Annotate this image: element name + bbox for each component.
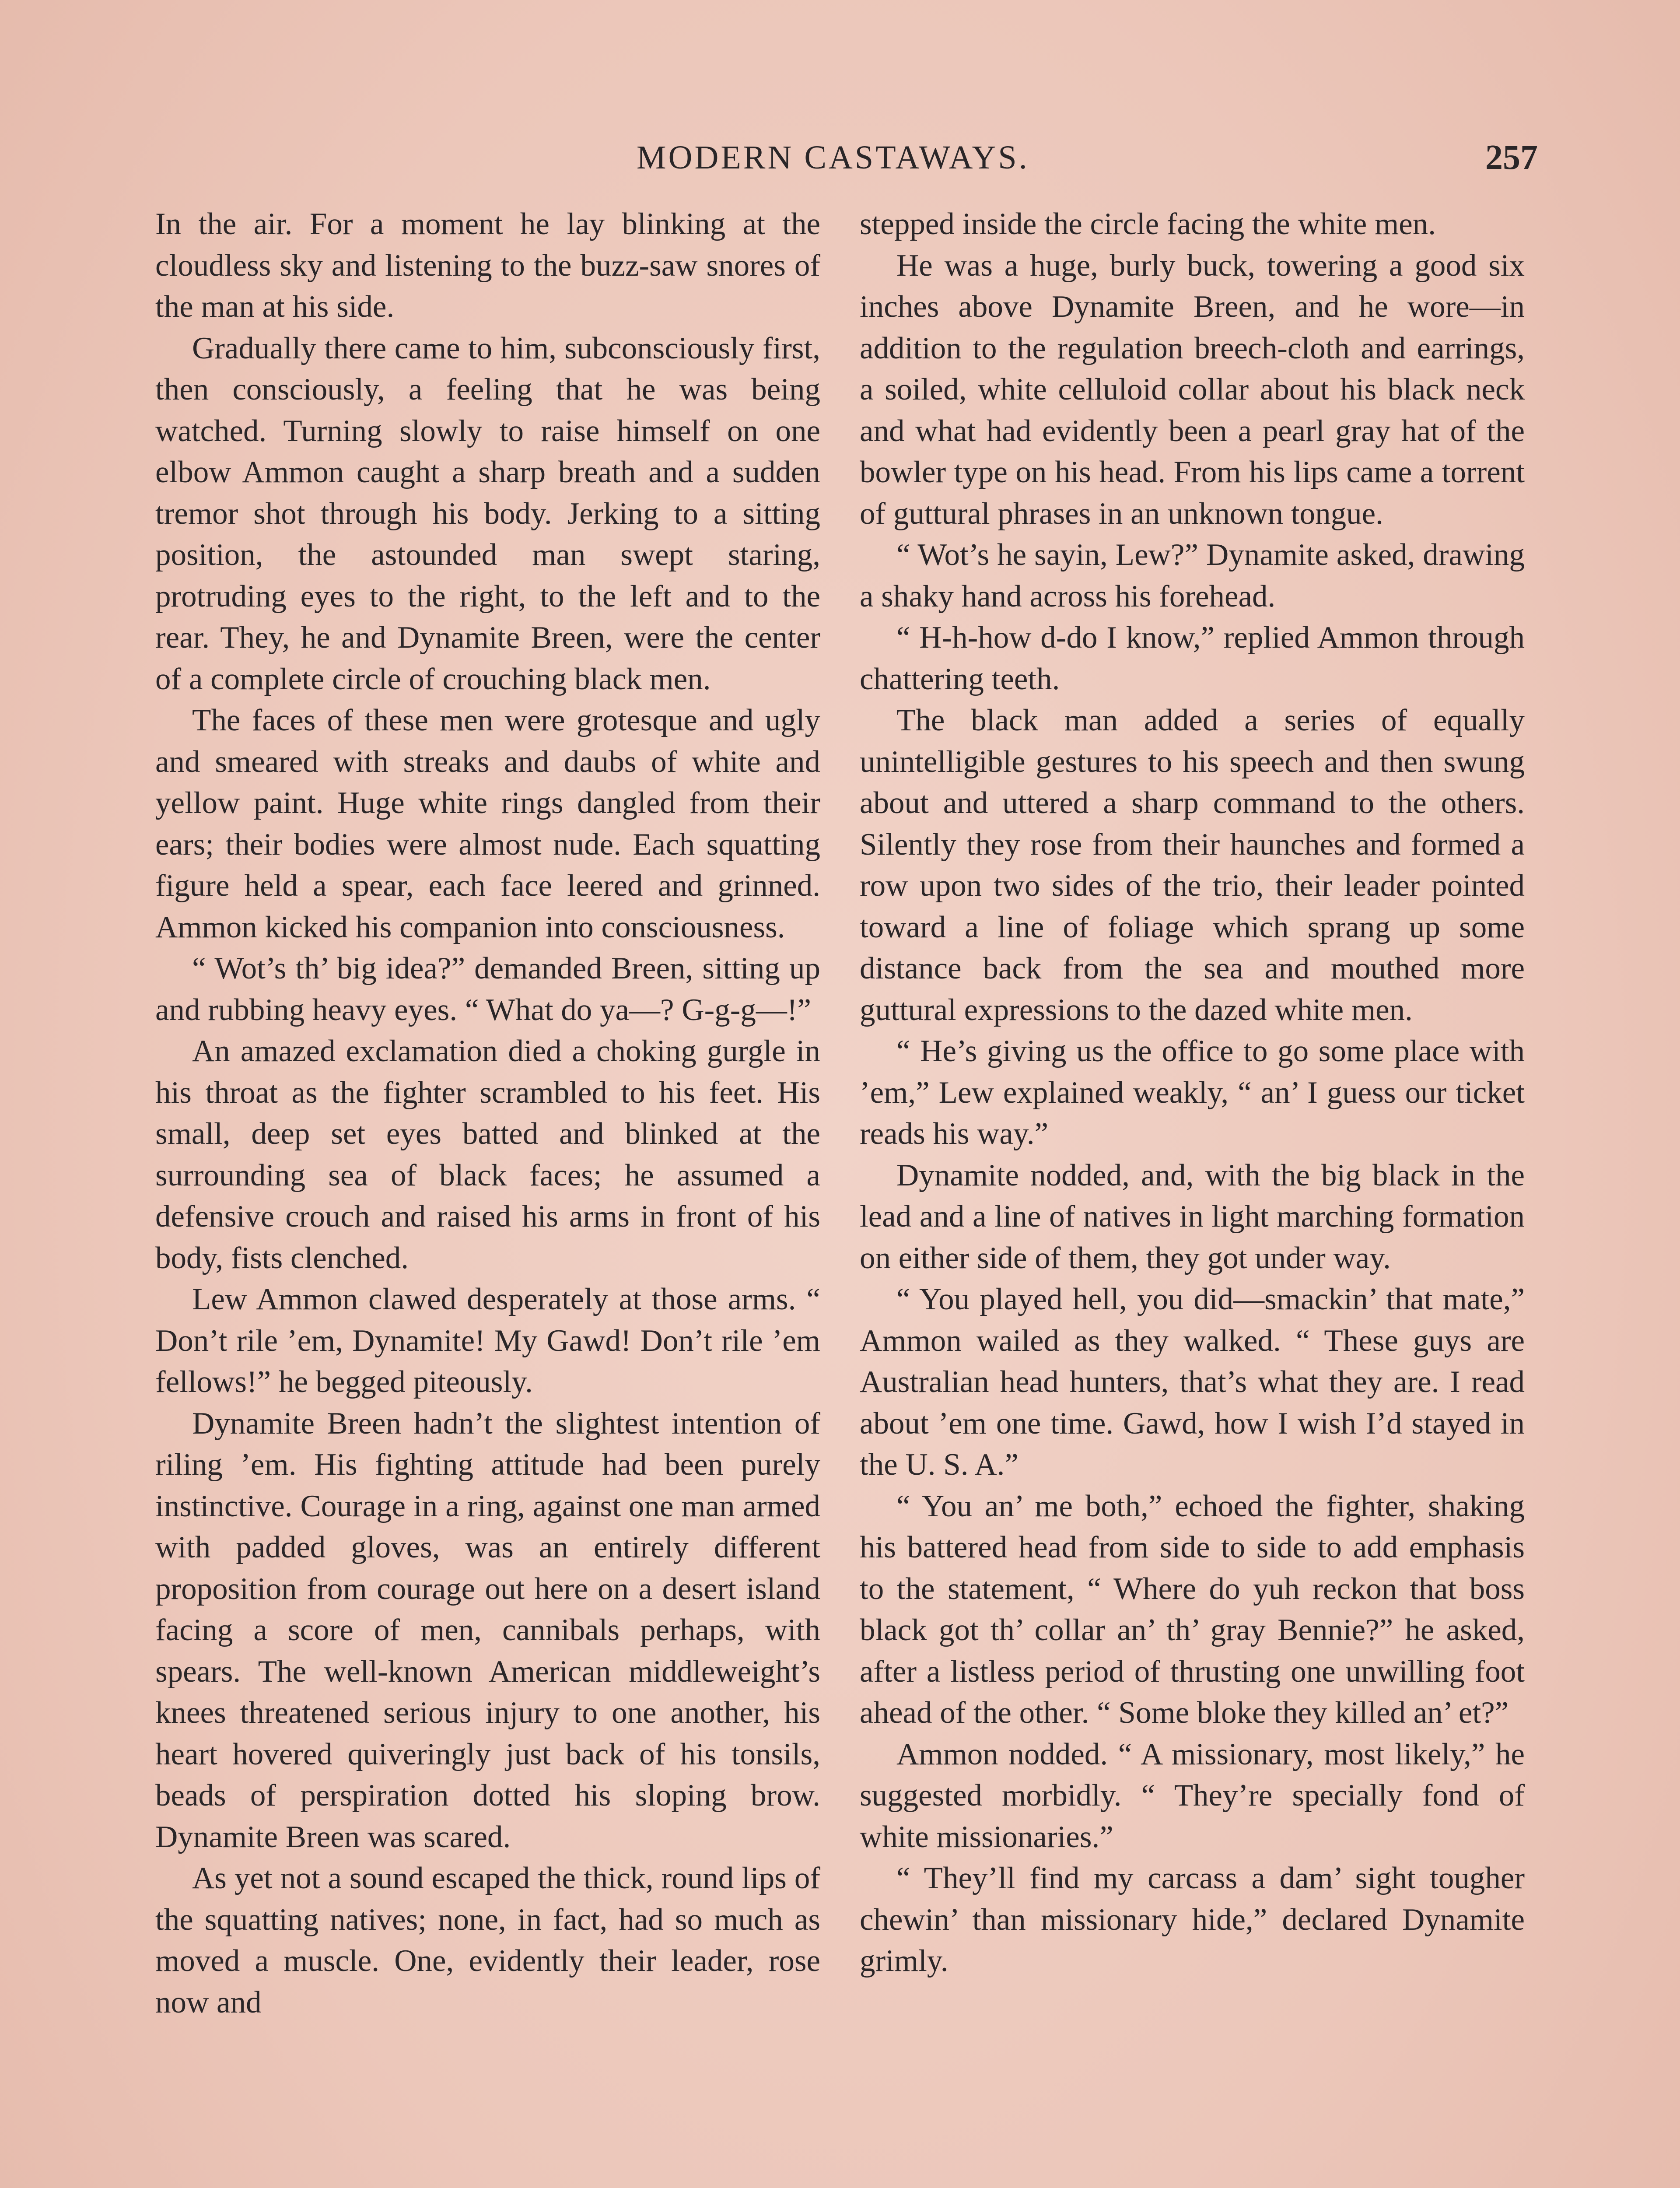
paragraph: Ammon nodded. “ A missionary, most likely,” he suggested morbidly. “ They’re specially fond of white missionaries.” xyxy=(860,1737,1525,1854)
paragraph: As yet not a sound escaped the thick, round lips of the squatting natives; none, in fact, had so much as moved a muscle. One, evidently their leader, rose now and xyxy=(155,1861,820,2020)
paragraph: Dynamite Breen hadn’t the slightest intention of riling ’em. His fighting attitude had been purely instinctive. Courage in a ring, against one man armed with padded gloves, was an entirely different proposition from courage out here on a desert island facing a score of men, cannibals perhaps, with spears. The well-known American middleweight’s knees threatened serious injury to one another, his heart hovered quiveringly just back of his tonsils, beads of perspiration dotted his sloping brow. Dynamite Breen was scared. xyxy=(155,1406,820,1854)
running-title: MODERN CASTAWAYS. xyxy=(637,139,1029,176)
paragraph: “ You played hell, you did—smackin’ that mate,” Ammon wailed as they walked. “ These guys are Australian head hunters, that’s what they are. I read about ’em one time. Gawd, how I wish I’d stayed in the U. S. A.” xyxy=(860,1282,1525,1482)
paragraph: “ H-h-how d-do I know,” replied Ammon through chattering teeth. xyxy=(860,621,1525,696)
paragraph: “ You an’ me both,” echoed the fighter, shaking his battered head from side to side to add emphasis to the statement, “ Where do yuh reckon that boss black got th’ collar an’ th’ gray Bennie?” he asked, after a listless period of thrusting one unwilling foot ahead of the other. “ Some bloke they killed an’ et?” xyxy=(860,1489,1525,1730)
paragraph: Gradually there came to him, subconsciously first, then consciously, a feeling that he was being watched. Turning slowly to raise himself on one elbow Ammon caught a sharp breath and a sudden tremor shot through his body. Jerking to a sitting position, the astounded man swept staring, protruding eyes to the right, to the left and to the rear. They, he and Dynamite Breen, were the center of a complete circle of crouching black men. xyxy=(155,331,820,696)
paragraph: stepped inside the circle facing the white men. xyxy=(860,207,1436,241)
page-number: 257 xyxy=(1485,138,1538,177)
paragraph: The faces of these men were grotesque and ugly and smeared with streaks and daubs of white and yellow paint. Huge white rings dangled from their ears; their bodies were almost nude. Each squatting figure held a spear, each face leered and grinned. Ammon kicked his companion into consciousness. xyxy=(155,703,820,944)
paragraph: “ He’s giving us the office to go some place with ’em,” Lew explained weakly, “ an’ I guess our ticket reads his way.” xyxy=(860,1034,1525,1151)
right-column xyxy=(860,203,1525,1982)
paragraph: Dynamite nodded, and, with the big black in the lead and a line of natives in light marching formation on either side of them, they got under way. xyxy=(860,1158,1525,1275)
paragraph: An amazed exclamation died a choking gurgle in his throat as the fighter scrambled to his feet. His small, deep set eyes batted and blinked at the surrounding sea of black faces; he assumed a defensive crouch and raised his arms in front of his body, fists clenched. xyxy=(155,1034,820,1275)
paragraph: In the air. For a moment he lay blinking at the cloudless sky and listening to the buzz-saw snores of the man at his side. xyxy=(155,207,820,324)
page-header xyxy=(0,133,1680,182)
paragraph: The black man added a series of equally unintelligible gestures to his speech and then swung about and uttered a sharp command to the others. Silently they rose from their haunches and formed a row upon two sides of the trio, their leader pointed toward a line of foliage which sprang up some distance back from the sea and mouthed more guttural expressions to the dazed white men. xyxy=(860,703,1525,1027)
paragraph: He was a huge, burly buck, towering a good six inches above Dynamite Breen, and he wore—in addition to the regulation breech-cloth and earrings, a soiled, white celluloid collar about his black neck and what had evidently been a pearl gray hat of the bowler type on his head. From his lips came a torrent of guttural phrases in an unknown tongue. xyxy=(860,248,1525,531)
paragraph: “ They’ll find my carcass a dam’ sight tougher chewin’ than missionary hide,” declared Dynamite grimly. xyxy=(860,1861,1525,1978)
paragraph: “ Wot’s th’ big idea?” demanded Breen, sitting up and rubbing heavy eyes. “ What do ya—? G-g-g—!” xyxy=(155,951,820,1027)
paragraph: Lew Ammon clawed desperately at those arms. “ Don’t rile ’em, Dynamite! My Gawd! Don’t rile ’em fellows!” he begged piteously. xyxy=(155,1282,820,1399)
paragraph: “ Wot’s he sayin, Lew?” Dynamite asked, drawing a shaky hand across his forehead. xyxy=(860,538,1525,614)
left-column xyxy=(155,203,820,2023)
